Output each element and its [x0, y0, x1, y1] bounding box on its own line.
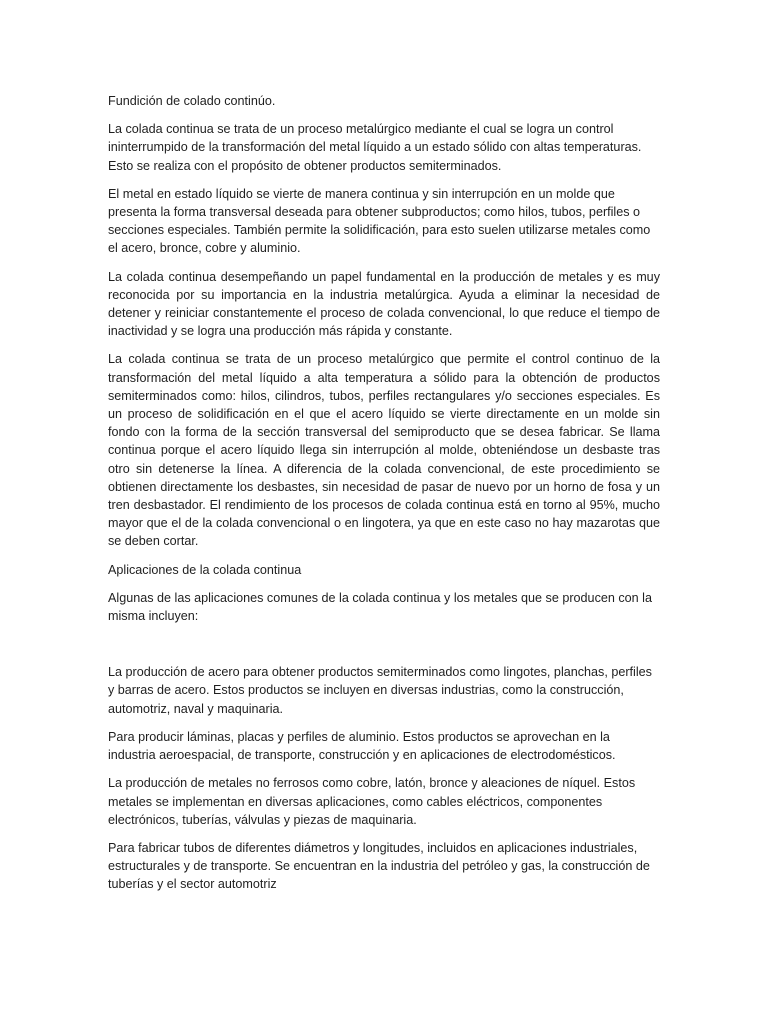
molten-metal-paragraph: El metal en estado líquido se vierte de manera continua y sin interrupción en un molde que presenta la forma transversal deseada para obtener subproductos; como hilos, tubos, perfiles o secciones especiales. También permite la solidificación, para esto suelen utilizarse metales como el acero, bronce, cobre y aluminio.: [108, 186, 651, 256]
blank-spacer: [108, 635, 660, 663]
intro-paragraph: La colada continua se trata de un proceso metalúrgico mediante el cual se logra un control ininterrumpido de la transformación del metal líquido a un estado sólido con altas temperaturas. Esto se realiza con el propósito de obtener productos semiterminados.: [108, 122, 642, 173]
application-item-aluminum: Para producir láminas, placas y perfiles de aluminio. Estos productos se aprovechan en la industria aeroespacial, de transporte, construcción y en aplicaciones de electrodomésticos.: [108, 729, 616, 763]
section-intro: Algunas de las aplicaciones comunes de la colada continua y los metales que se producen con la misma incluyen:: [108, 590, 652, 624]
process-detail-paragraph: La colada continua se trata de un proceso metalúrgico que permite el control continuo de la transformación del metal líquido a alta temperatura a sólido para la obtención de productos semiterminados como: hilos, cilindros, tubos, perfiles rectangulares y/o secciones especiales. Es un proceso de solidificación en el que el acero líquido se vierte directamente en un molde sin fondo con la forma de la sección transversal del semiproducto que se desea fabricar. Se llama continua porque el acero líquido llega sin interrupción al molde, obteniéndose un desbaste tras otro sin detenerse la línea. A diferencia de la colada convencional, de este procedimiento se obtienen directamente los desbastes, sin necesidad de pasar de nuevo por un horno de fosa y un tren desbastador. El rendimiento de los procesos de colada continua está en torno al 95%, mucho mayor que el de la colada convencional o en lingotera, ya que en este caso no hay mazarotas que se deben cortar.: [108, 352, 660, 549]
application-item-nonferrous: La producción de metales no ferrosos como cobre, latón, bronce y aleaciones de níquel. Estos metales se implementan en diversas aplicaciones, como cables eléctricos, componentes electrónicos, tuberías, válvulas y piezas de maquinaria.: [108, 776, 636, 827]
importance-paragraph: La colada continua desempeñando un papel fundamental en la producción de metales y es muy reconocida por su importancia en la industria metalúrgica. Ayuda a eliminar la necesidad de detener y reiniciar constantemente el proceso de colada convencional, lo que reduce el tiempo de inactividad y se logra una producción más rápida y constante.: [108, 269, 660, 339]
section-heading: Aplicaciones de la colada continua: [108, 562, 302, 577]
document-title: Fundición de colado continúo.: [108, 94, 276, 108]
application-item-steel: La producción de acero para obtener productos semiterminados como lingotes, planchas, perfiles y barras de acero. Estos productos se incluyen en diversas industrias, como la construcción, automotriz, naval y maquinaria.: [108, 665, 652, 716]
application-item-tubes: Para fabricar tubos de diferentes diámetros y longitudes, incluidos en aplicaciones industriales, estructurales y de transporte. Se encuentran en la industria del petróleo y gas, la construcción de tuberías y el sector automotriz: [108, 840, 650, 892]
document-page: [108, 92, 660, 904]
